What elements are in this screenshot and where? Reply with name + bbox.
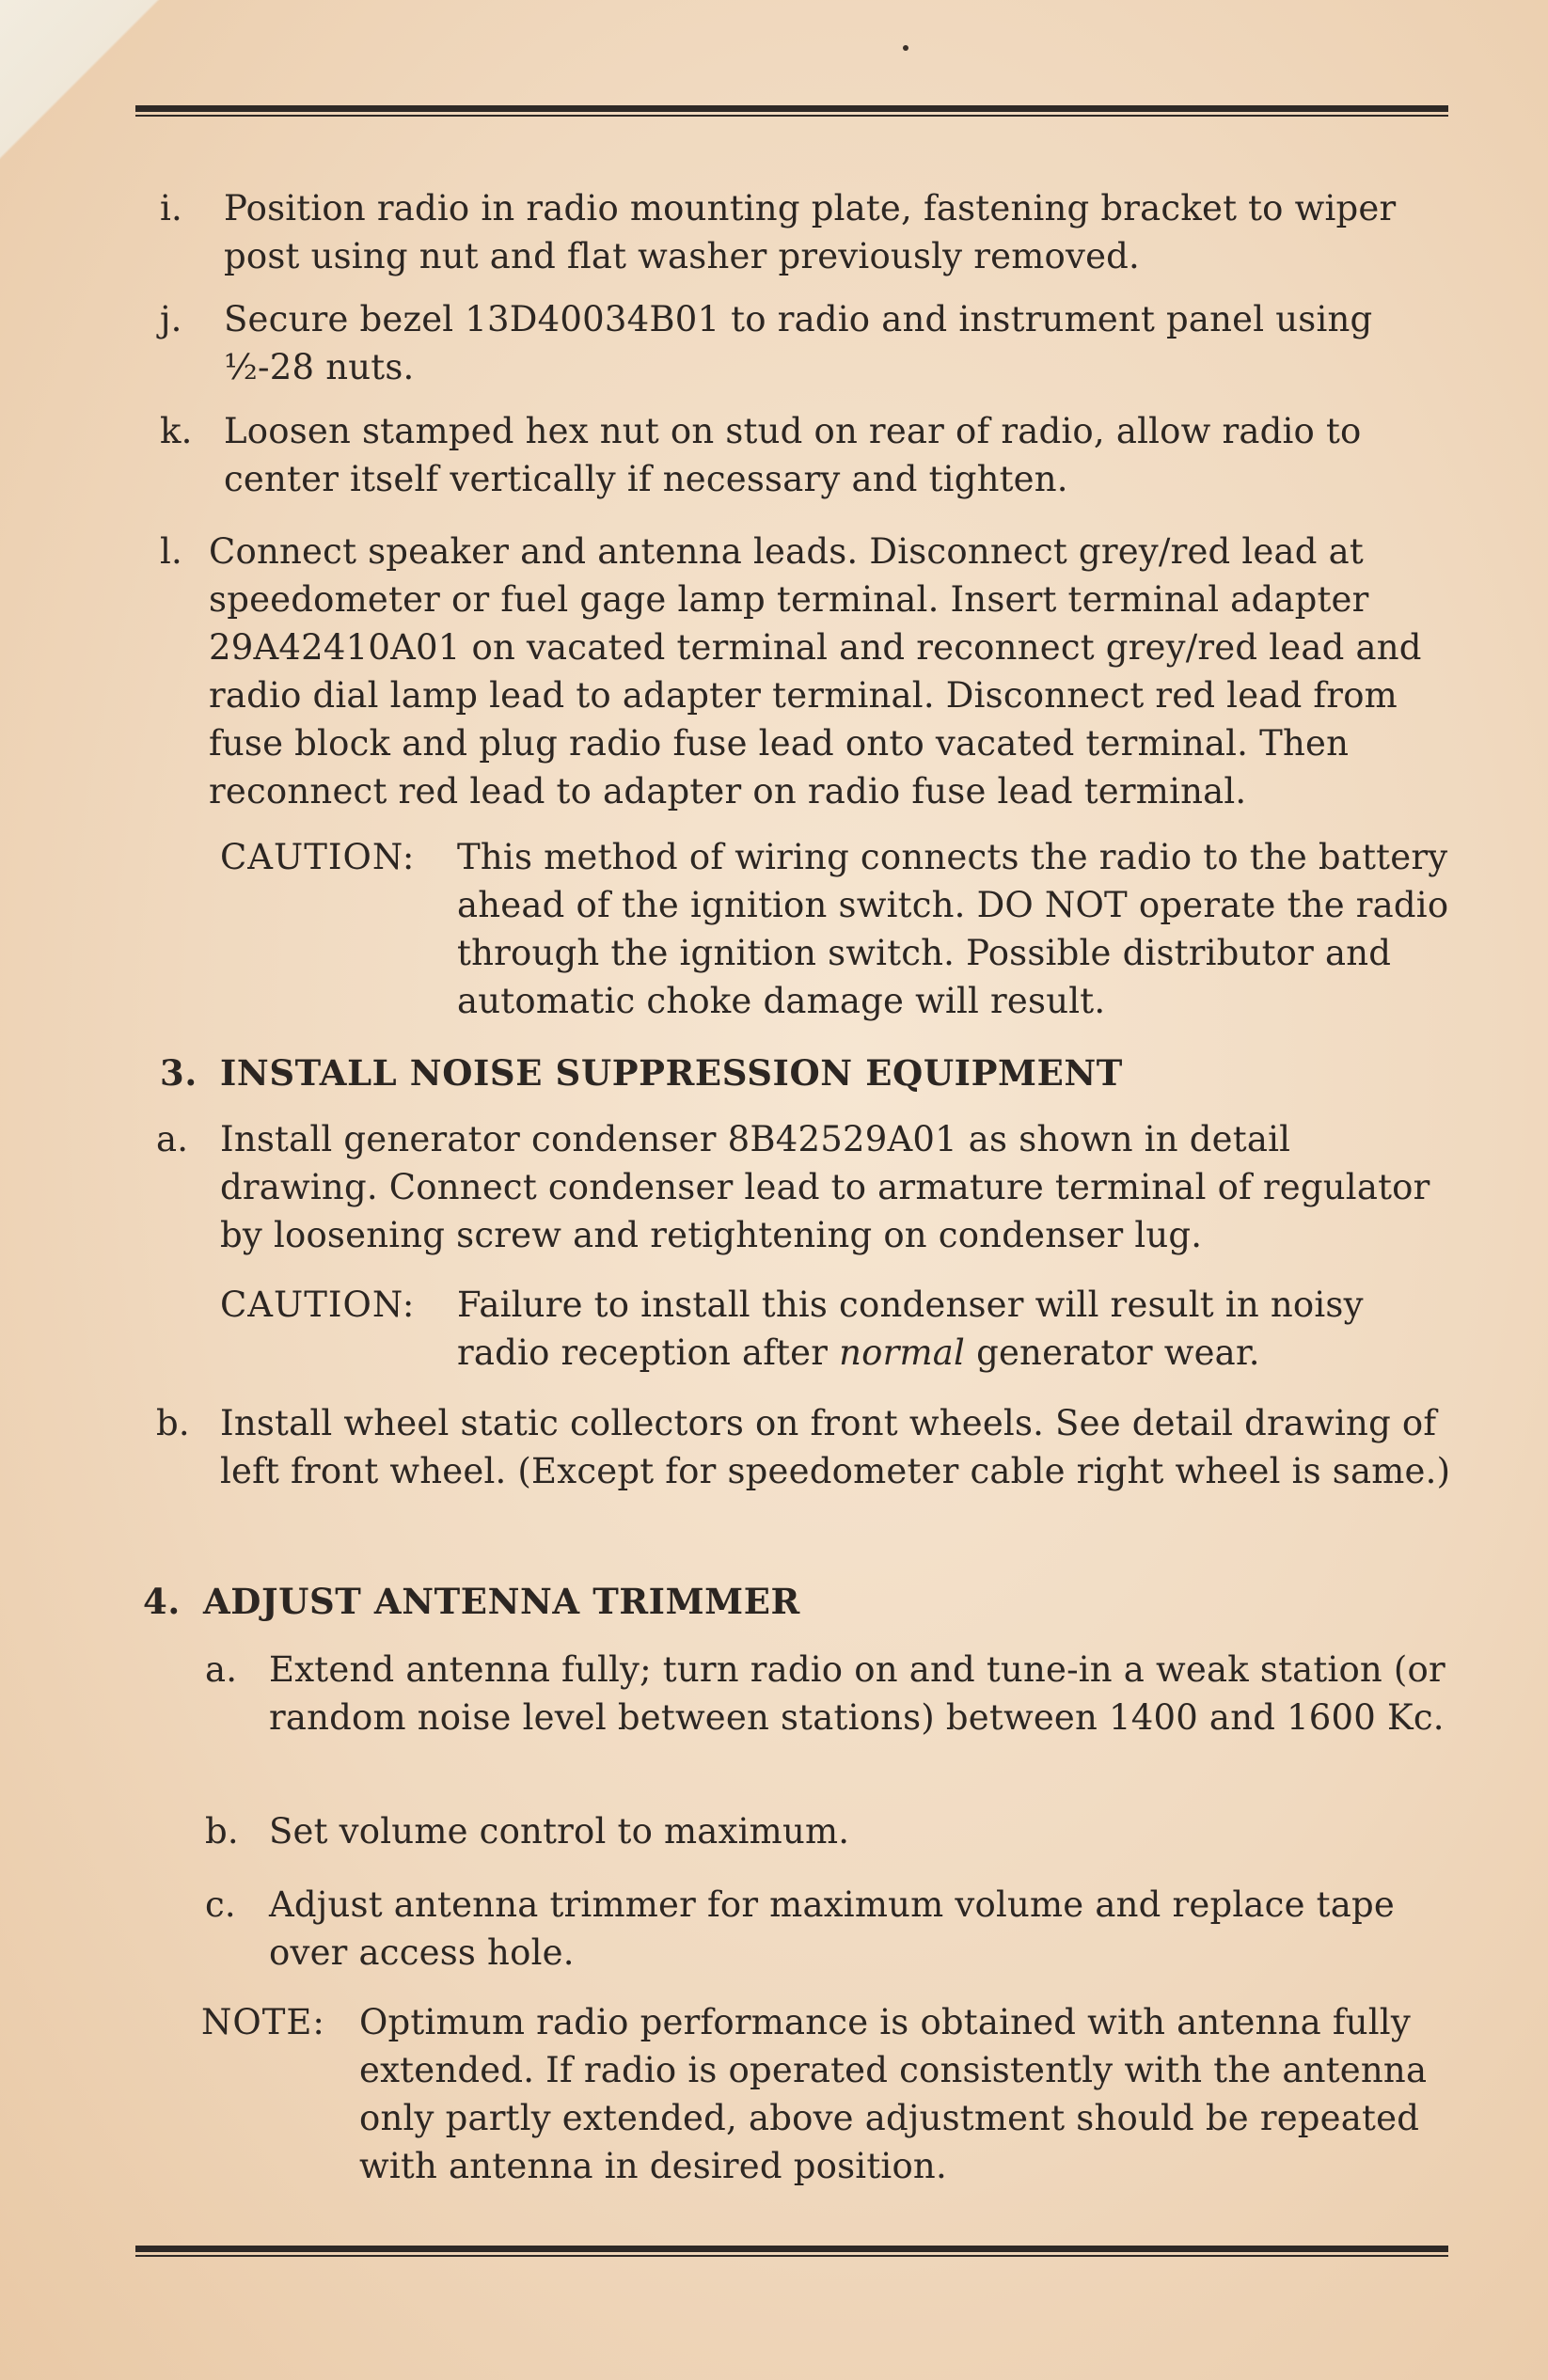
note-text: Optimum radio performance is obtained with antenna fully extended. If radio is operated consistently with the antenna only partly extended, above adjustment should be repeated with antenna in desired position. — [359, 2002, 1428, 2186]
item-l — [160, 528, 1458, 815]
item-i — [160, 184, 1458, 280]
section-4-item-a — [205, 1646, 1458, 1742]
item-text: Install wheel static collectors on front wheels. See detail drawing of left front wheel. (Except for speedometer cable right wheel is same.) — [220, 1403, 1451, 1491]
section-number: 3. — [160, 1052, 197, 1094]
bottom-rule — [135, 2246, 1448, 2257]
item-j — [160, 295, 1458, 391]
section-4-item-c — [205, 1881, 1458, 1977]
item-k — [160, 407, 1458, 503]
item-text: Secure bezel 13D40034B01 to radio and instrument panel using ½-28 nuts. — [224, 299, 1373, 387]
note-antenna — [201, 1998, 1458, 2190]
caution-condenser — [220, 1281, 1458, 1377]
item-label: k. — [160, 411, 193, 451]
item-label: b. — [205, 1811, 239, 1852]
top-rule — [135, 105, 1448, 117]
item-label: b. — [156, 1403, 190, 1443]
section-3-item-b — [156, 1399, 1458, 1495]
caution-label: CAUTION: — [220, 837, 416, 877]
ink-dot — [903, 45, 908, 51]
item-text: Loosen stamped hex nut on stud on rear of radio, allow radio to center itself vertically if necessary and tighten. — [224, 411, 1362, 499]
item-text: Extend antenna fully; turn radio on and tune-in a weak station (or random noise level between stations) between 1400 and 1600 Kc. — [269, 1649, 1445, 1738]
item-text: Set volume control to maximum. — [269, 1811, 850, 1852]
item-label: c. — [205, 1884, 236, 1925]
section-3-heading — [160, 1049, 1458, 1097]
item-label: l. — [160, 531, 182, 572]
folded-corner — [0, 0, 169, 179]
item-text: Position radio in radio mounting plate, fastening bracket to wiper post using nut and flat washer previously removed. — [224, 188, 1397, 276]
item-label: j. — [160, 299, 182, 339]
section-4-heading — [143, 1578, 1458, 1626]
section-3-item-a — [156, 1115, 1458, 1259]
item-label: a. — [156, 1119, 189, 1159]
section-title: ADJUST ANTENNA TRIMMER — [203, 1581, 800, 1622]
caution-text: This method of wiring connects the radio to the battery ahead of the ignition switch. DO NOT operate the radio through the ignition switch. Possible distributor and automatic choke damage will result. — [457, 837, 1449, 1021]
item-label: a. — [205, 1649, 238, 1690]
section-title: INSTALL NOISE SUPPRESSION EQUIPMENT — [220, 1052, 1123, 1094]
caution-wiring — [220, 833, 1458, 1025]
caution-text: Failure to install this condenser will result in noisy radio reception after normal generator wear. — [457, 1285, 1364, 1373]
item-text: Install generator condenser 8B42529A01 as shown in detail drawing. Connect condenser lead to armature terminal of regulator by loosening screw and retightening on condenser lug. — [220, 1119, 1430, 1255]
item-text: Connect speaker and antenna leads. Disconnect grey/red lead at speedometer or fuel gage lamp terminal. Insert terminal adapter 29A42410A01 on vacated terminal and reconnect grey/red lead and radio dial lamp lead to adapter terminal. Disconnect red lead from fuse block and plug radio fuse lead onto vacated terminal. Then reconnect red lead to adapter on radio fuse lead terminal. — [209, 531, 1422, 812]
item-text: Adjust antenna trimmer for maximum volume and replace tape over access hole. — [269, 1884, 1395, 1973]
item-label: i. — [160, 188, 182, 229]
note-label: NOTE: — [201, 2002, 325, 2042]
section-number: 4. — [143, 1581, 181, 1622]
section-4-item-b — [205, 1807, 1458, 1855]
caution-label: CAUTION: — [220, 1285, 416, 1325]
